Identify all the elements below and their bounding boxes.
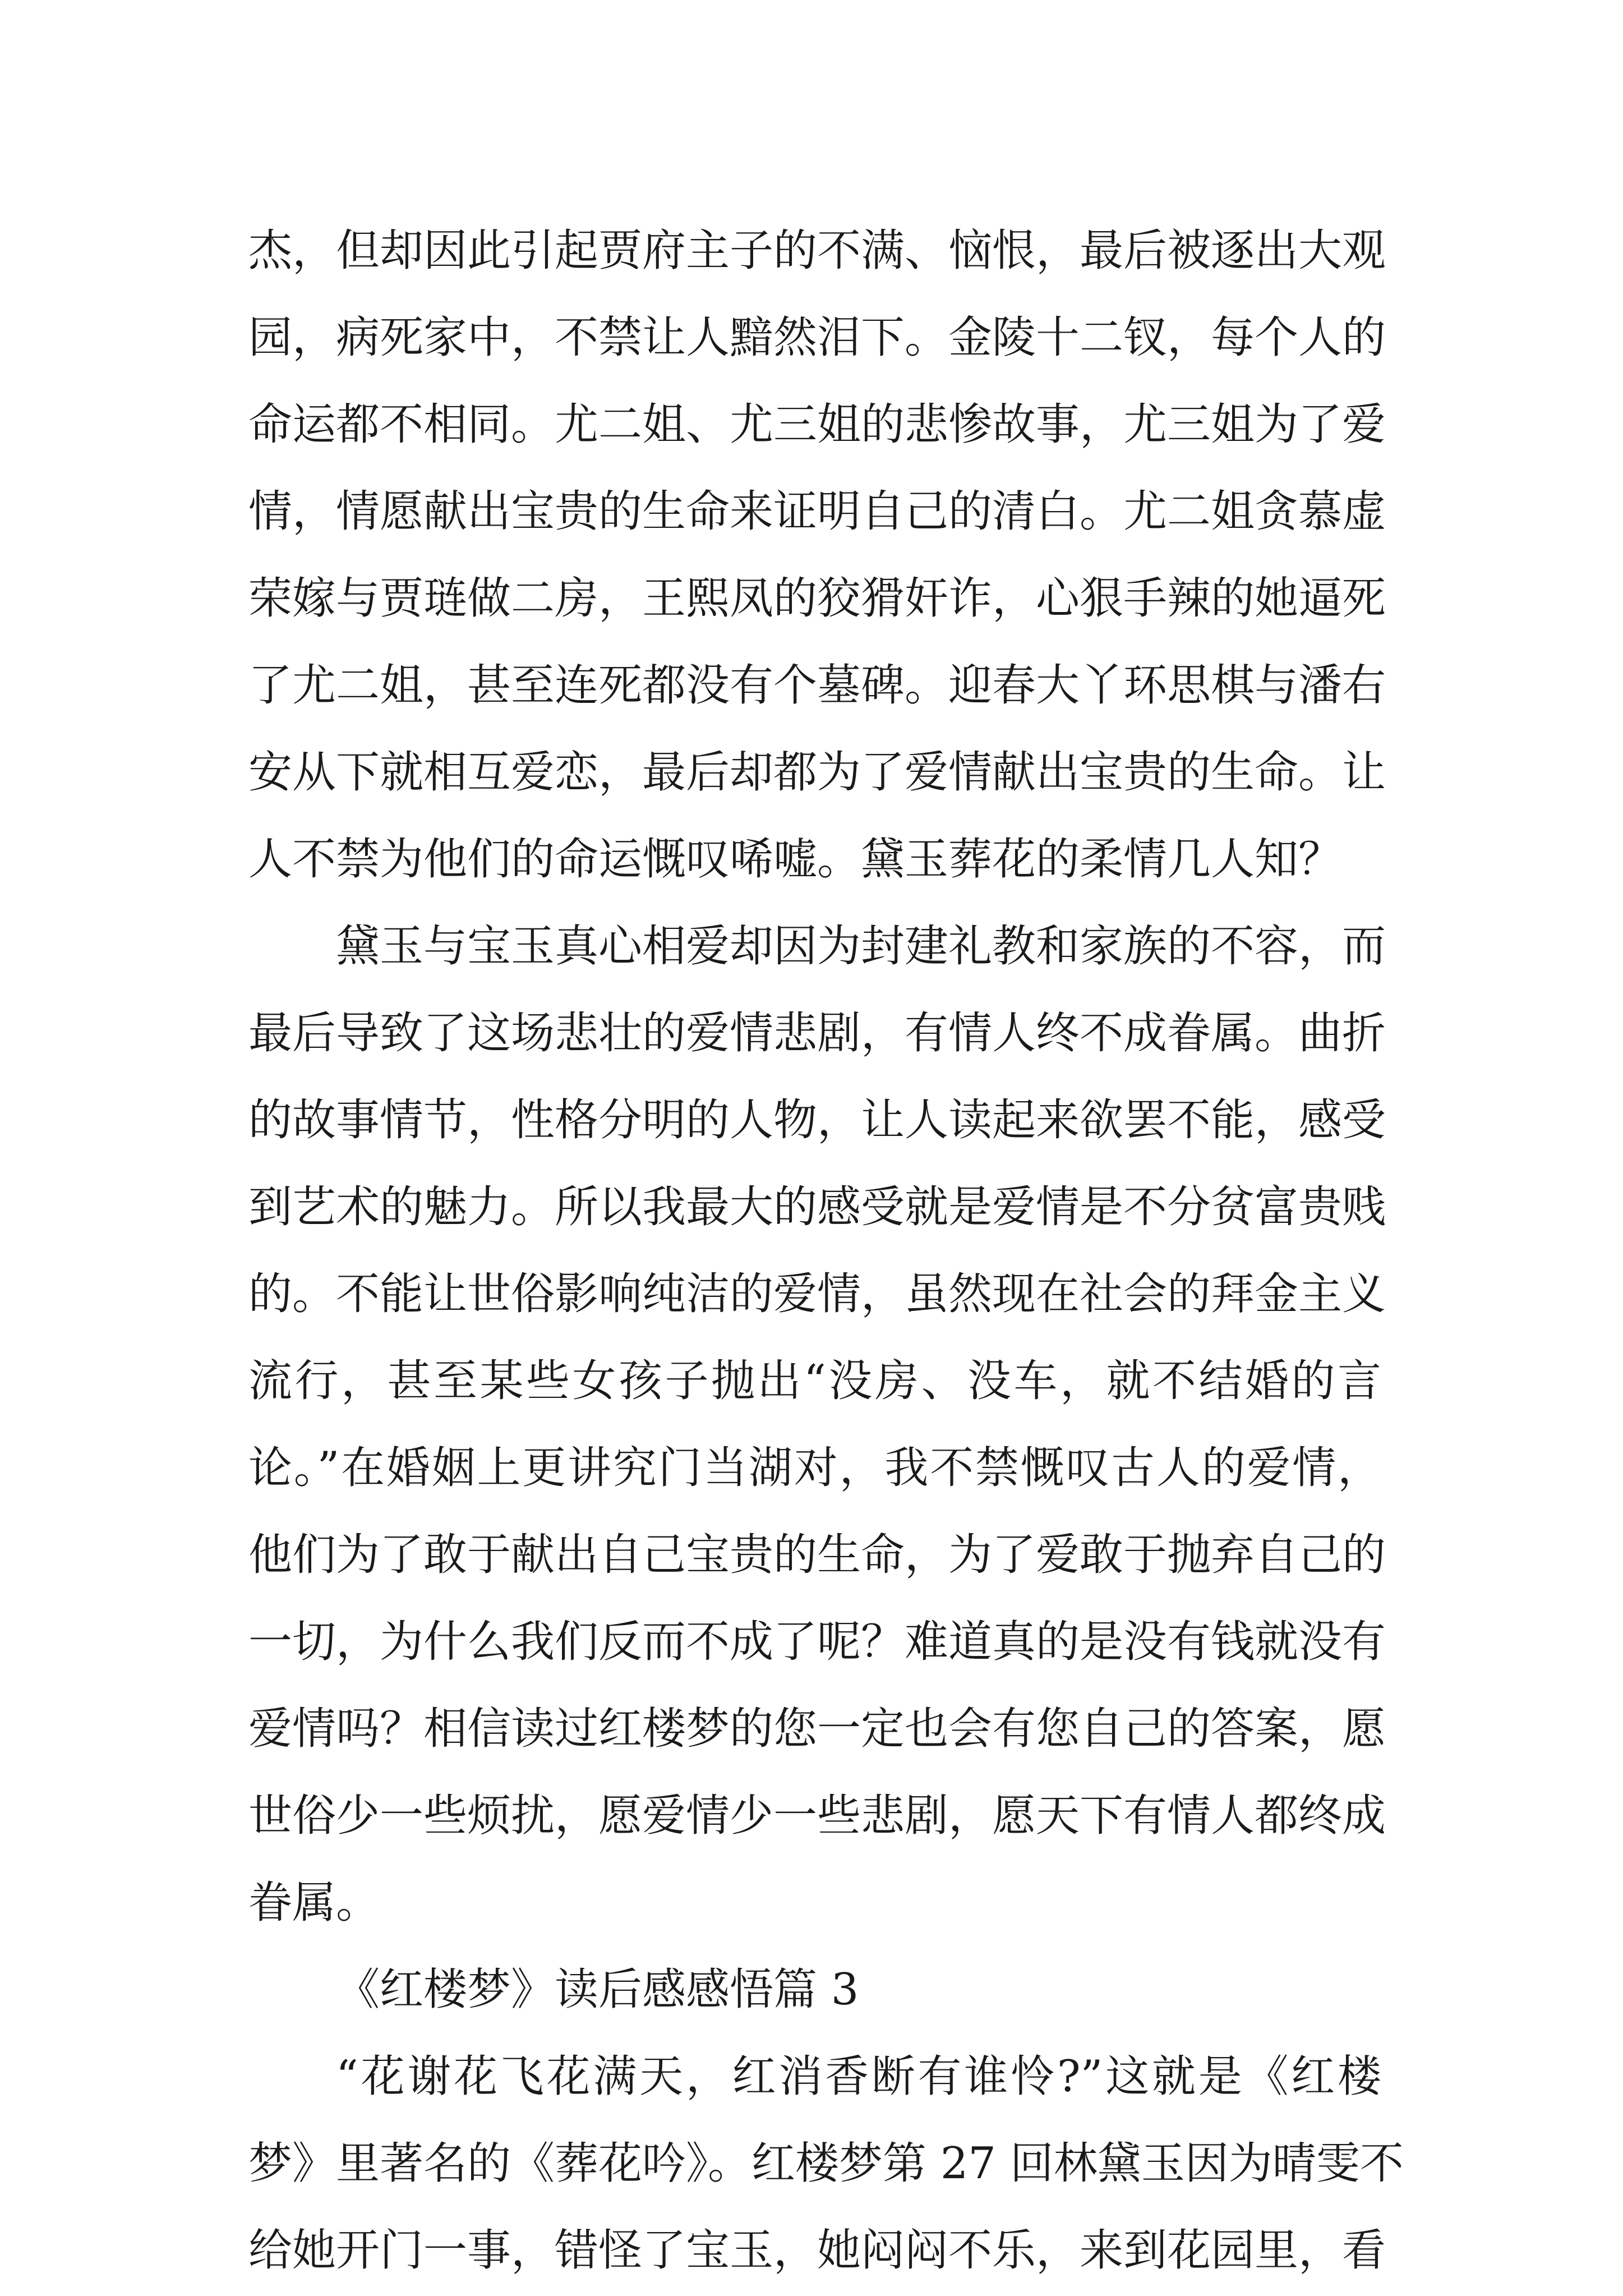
section-heading: 《红楼梦》读后感感悟篇 3 bbox=[336, 1964, 859, 2015]
text-line: 人不禁为他们的命运慨叹唏嘘。黛玉葬花的柔情几人知？ bbox=[248, 834, 1343, 885]
text-line: 了尤二姐，甚至连死都没有个墓碑。迎春大丫环思棋与潘右 bbox=[248, 660, 1386, 711]
text-line: 世俗少一些烦扰，愿爱情少一些悲剧，愿天下有情人都终成 bbox=[248, 1791, 1386, 1841]
text-line: 命运都不相同。尤二姐、尤三姐的悲惨故事，尤三姐为了爱 bbox=[248, 399, 1386, 450]
text-line: 爱情吗？相信读过红楼梦的您一定也会有您自己的答案，愿 bbox=[248, 1704, 1386, 1754]
text-line: 园，病死家中，不禁让人黯然泪下。金陵十二钗，每个人的 bbox=[248, 312, 1386, 363]
text-line: 的。不能让世俗影响纯洁的爱情，虽然现在社会的拜金主义 bbox=[248, 1269, 1386, 1319]
paragraph-first-line: 黛玉与宝玉真心相爱却因为封建礼教和家族的不容，而 bbox=[336, 921, 1386, 972]
text-line: 最后导致了这场悲壮的爱情悲剧，有情人终不成眷属。曲折 bbox=[248, 1008, 1386, 1059]
text-line: 荣嫁与贾琏做二房，王熙凤的狡猾奸诈，心狠手辣的她逼死 bbox=[248, 573, 1386, 624]
text-line: 梦》里著名的《葬花吟》。红楼梦第 27 回林黛玉因为晴雯不 bbox=[248, 2138, 1404, 2189]
text-line: 一切，为什么我们反而不成了呢？难道真的是没有钱就没有 bbox=[248, 1617, 1386, 1667]
text-line: 安从下就相互爱恋，最后却都为了爱情献出宝贵的生命。让 bbox=[248, 747, 1386, 798]
body-text bbox=[248, 208, 1404, 2294]
text-line: 的故事情节，性格分明的人物，让人读起来欲罢不能，感受 bbox=[248, 1095, 1386, 1145]
text-line: 杰，但却因此引起贾府主子的不满、恼恨，最后被逐出大观 bbox=[248, 226, 1386, 276]
text-line: 他们为了敢于献出自己宝贵的生命，为了爱敢于抛弃自己的 bbox=[248, 1530, 1386, 1580]
text-line: 到艺术的魅力。所以我最大的感受就是爱情是不分贫富贵贱 bbox=[248, 1182, 1386, 1232]
text-line: 论。”在婚姻上更讲究门当湖对，我不禁慨叹古人的爱情， bbox=[248, 1443, 1381, 1493]
text-line: 眷属。 bbox=[248, 1878, 380, 1928]
paragraph-first-line: “花谢花飞花满天，红消香断有谁怜?”这就是《红楼 bbox=[336, 2051, 1381, 2102]
text-line: 情，情愿献出宝贵的生命来证明自己的清白。尤二姐贪慕虚 bbox=[248, 486, 1386, 537]
text-line: 流行，甚至某些女孩子抛出“没房、没车，就不结婚的言 bbox=[248, 1356, 1381, 1406]
text-line: 给她开门一事，错怪了宝玉，她闷闷不乐，来到花园里，看 bbox=[248, 2225, 1386, 2276]
